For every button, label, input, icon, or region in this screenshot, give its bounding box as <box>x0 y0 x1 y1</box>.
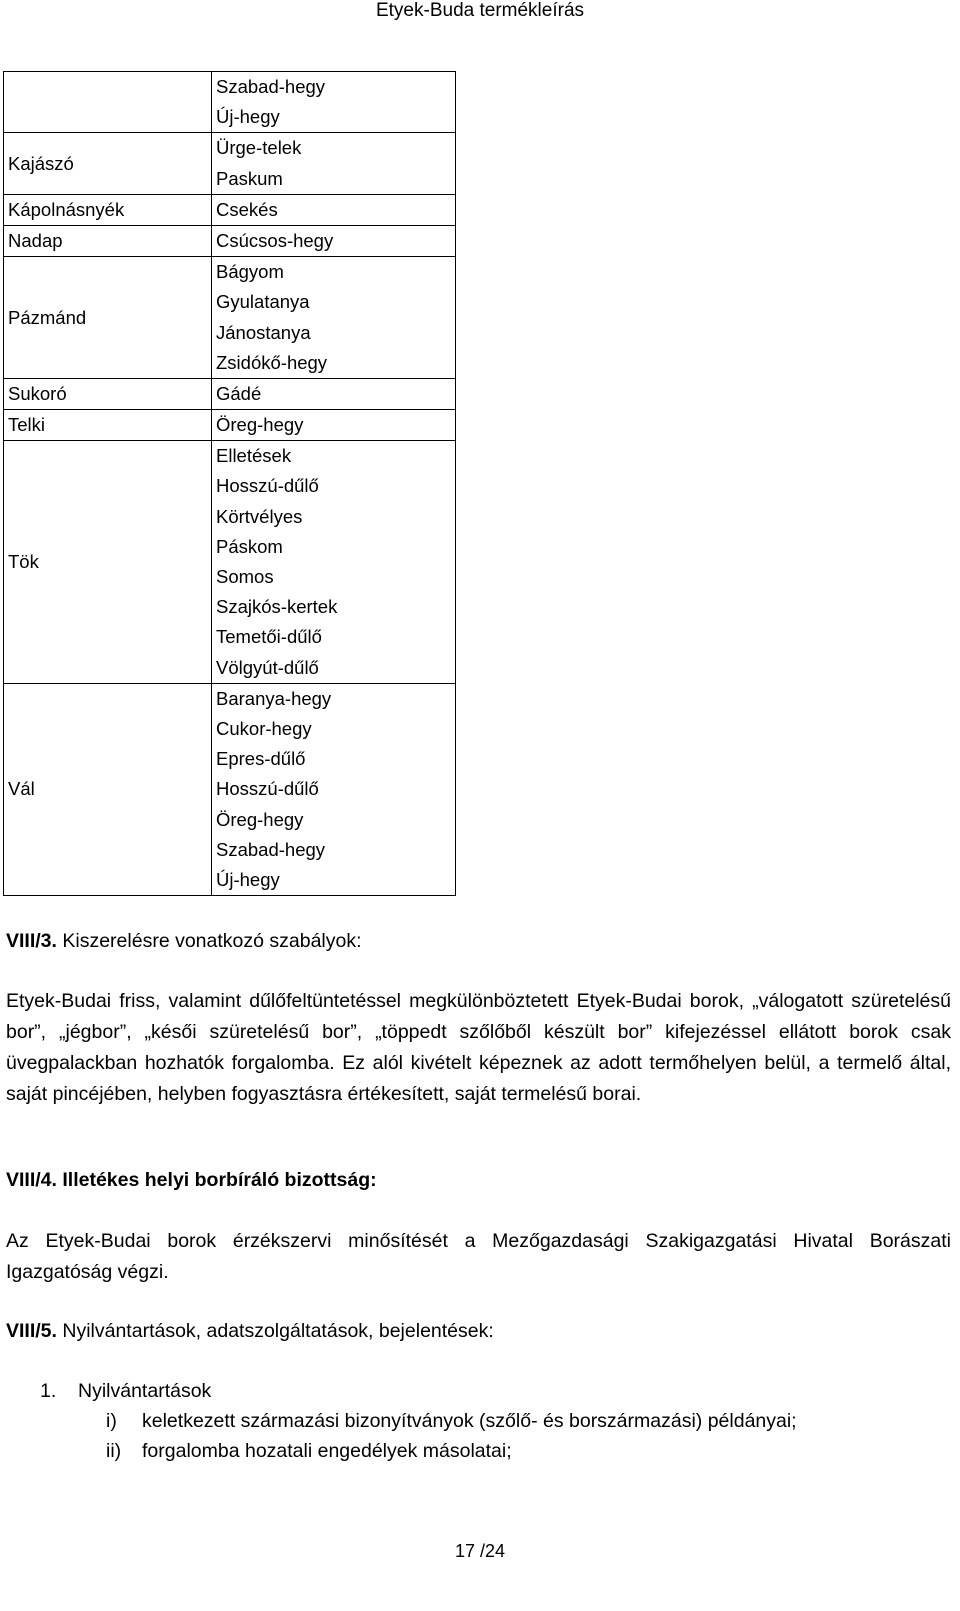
section-viii-4-heading <box>6 1165 951 1196</box>
vineyard-cell <box>212 410 456 441</box>
table-row <box>4 72 456 133</box>
vineyard-name: Paskum <box>216 167 283 189</box>
settlement-vineyard-table <box>3 71 456 896</box>
settlement-cell: Telki <box>4 410 212 441</box>
table-row <box>4 257 456 379</box>
vineyard-cell <box>212 72 456 133</box>
section-number: VIII/4. <box>6 1169 57 1191</box>
table-row <box>4 194 456 225</box>
sub-list-number: i) <box>106 1410 117 1432</box>
settlement-cell: Vál <box>4 683 212 895</box>
vineyard-name: Körtvélyes <box>216 505 303 527</box>
vineyard-name: Szabad-hegy <box>216 838 326 860</box>
table-row <box>4 410 456 441</box>
page-number: 17 /24 <box>454 1541 506 1561</box>
vineyard-name: Csúcsos-hegy <box>216 229 334 251</box>
vineyard-name: Gyulatanya <box>216 291 310 313</box>
vineyard-name: Elletések <box>216 445 292 467</box>
section-number: VIII/5. <box>6 1320 57 1342</box>
settlement-cell: Tök <box>4 441 212 684</box>
section-title: Kiszerelésre vonatkozó szabályok: <box>62 930 362 952</box>
section-title: Illetékes helyi borbíráló bizottság: <box>62 1169 377 1191</box>
settlement-cell: Kápolnásnyék <box>4 194 212 225</box>
sub-list-text: forgalomba hozatali engedélyek másolatai; <box>142 1440 512 1462</box>
settlement-cell: Nadap <box>4 225 212 256</box>
settlement-cell: Pázmánd <box>4 257 212 379</box>
settlement-cell: Sukoró <box>4 378 212 409</box>
vineyard-name: Bágyom <box>216 261 284 283</box>
vineyard-name: Hosszú-dűlő <box>216 778 319 800</box>
vineyard-name: Jánostanya <box>216 321 311 343</box>
vineyard-cell <box>212 378 456 409</box>
table-row <box>4 378 456 409</box>
table-row <box>4 683 456 895</box>
vineyard-cell <box>212 683 456 895</box>
sub-list-item <box>106 1406 797 1437</box>
vineyard-name: Új-hegy <box>216 106 280 128</box>
vineyard-name: Völgyút-dűlő <box>216 656 319 678</box>
vineyard-name: Baranya-hegy <box>216 687 332 709</box>
vineyard-name: Szabad-hegy <box>216 76 326 97</box>
vineyard-name: Öreg-hegy <box>216 808 304 830</box>
vineyard-cell <box>212 257 456 379</box>
section-viii-3-body: Etyek-Budai friss, valamint dűlőfeltüntetéssel megkülönböztetett Etyek-Budai borok, „válogatott szüretelésű bor”, „jégbor”, „késői szüretelésű bor”, „töppedt szőlőből készült bor” kifejezéssel ellátott borok csak üvegpalackban hozhatók forgalomba. Ez alól kivételt képeznek az adott termőhelyen belül, a termelő által, saját pincéjében, helyben fogyasztásra értékesített, saját termelésű borai. <box>6 990 951 1105</box>
vineyard-name: Csekés <box>216 198 278 220</box>
section-viii-4-body: Az Etyek-Budai borok érzékszervi minősítését a Mezőgazdasági Szakigazgatási Hivatal Borászati Igazgatóság végzi. <box>6 1230 951 1283</box>
list-number: 1. <box>40 1380 57 1402</box>
vineyard-name: Gádé <box>216 382 262 404</box>
vineyard-name: Cukor-hegy <box>216 717 312 739</box>
section-viii-5-heading <box>6 1316 951 1347</box>
vineyard-name: Ürge-telek <box>216 137 302 159</box>
vineyard-name: Hosszú-dűlő <box>216 475 319 497</box>
vineyard-name: Páskom <box>216 535 283 557</box>
section-title: Nyilvántartások, adatszolgáltatások, bejelentések: <box>62 1320 494 1342</box>
vineyard-name: Epres-dűlő <box>216 748 306 770</box>
sub-list-item <box>106 1436 512 1467</box>
list-label: Nyilvántartások <box>78 1380 212 1402</box>
table-row <box>4 225 456 256</box>
table-row <box>4 133 456 194</box>
settlement-cell <box>4 72 212 133</box>
vineyard-name: Új-hegy <box>216 868 280 890</box>
list-item-nyilvantartasok <box>40 1376 211 1407</box>
section-number: VIII/3. <box>6 930 57 952</box>
vineyard-name: Somos <box>216 566 274 587</box>
vineyard-name: Szajkós-kertek <box>216 596 338 618</box>
sub-list-text: keletkezett származási bizonyítványok (szőlő- és borszármazási) példányai; <box>142 1410 797 1432</box>
vineyard-name: Temetői-dűlő <box>216 626 322 648</box>
settlement-cell: Kajászó <box>4 133 212 194</box>
vineyard-cell <box>212 225 456 256</box>
vineyard-cell <box>212 441 456 684</box>
page-header: Etyek-Buda termékleírás <box>375 0 585 21</box>
vineyard-name: Zsidókő-hegy <box>216 351 328 373</box>
sub-list-number: ii) <box>106 1440 122 1462</box>
section-viii-3-heading <box>6 926 951 957</box>
table-row <box>4 441 456 684</box>
vineyard-cell <box>212 133 456 194</box>
vineyard-name: Öreg-hegy <box>216 414 304 436</box>
vineyard-cell <box>212 194 456 225</box>
